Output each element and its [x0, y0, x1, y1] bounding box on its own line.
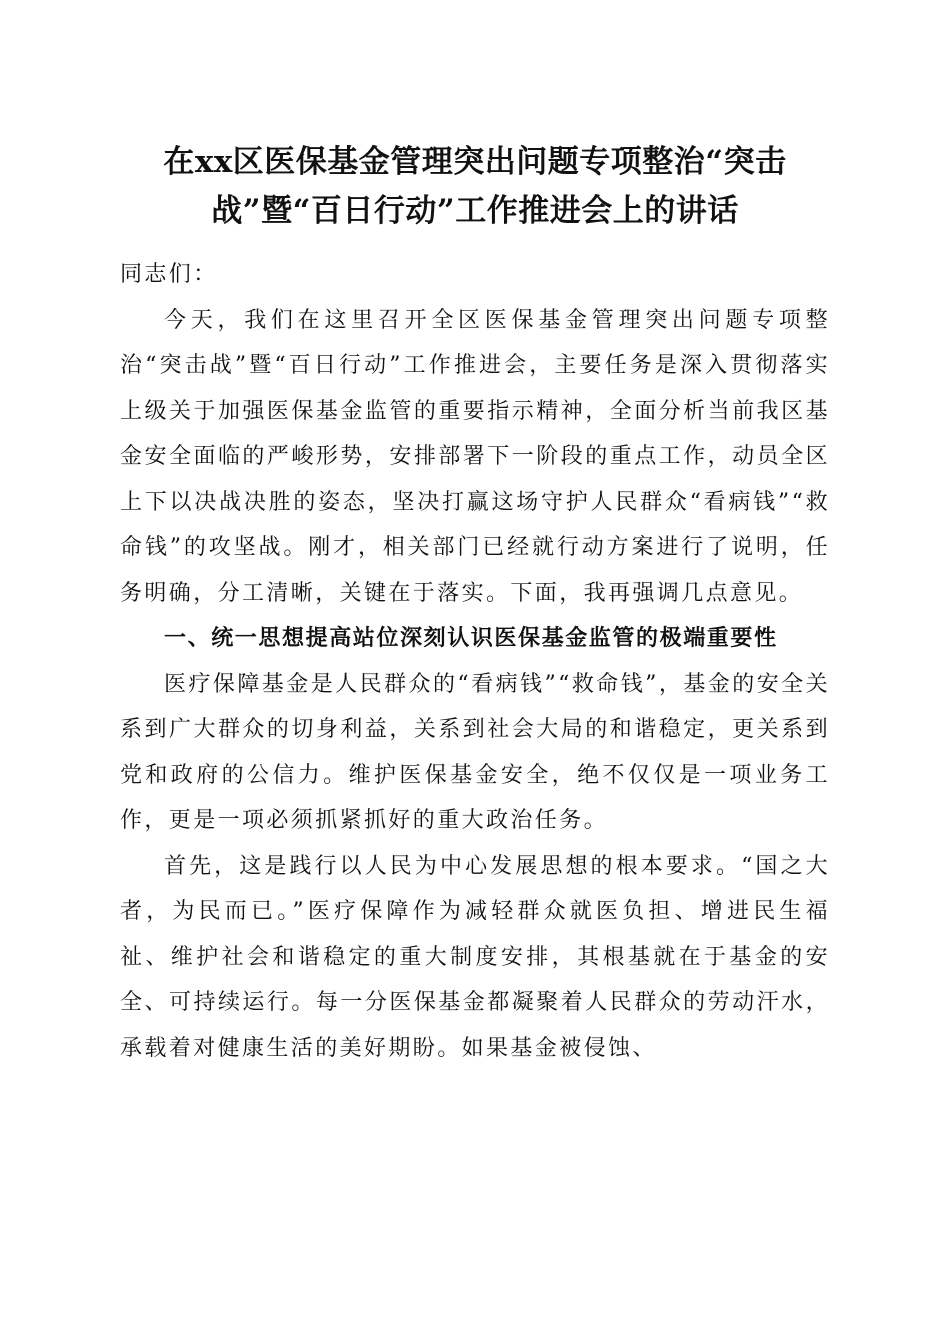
paragraph-fund-importance: 医疗保障基金是人民群众的“看病钱”“救命钱”，基金的安全关系到广大群众的切身利益，关系到社会大局的和谐稳定，更关系到党和政府的公信力。维护医保基金安全，绝不仅仅是一项业务工作，更是一项必须抓紧抓好的重大政治任务。	[120, 671, 830, 833]
section-heading-1: 一、统一思想提高站位深刻认识医保基金监管的极端重要性	[164, 626, 778, 651]
document-title: 在xx区医保基金管理突出问题专项整治“突击战”暨“百日行动”工作推进会上的讲话	[163, 144, 787, 229]
salutation: 同志们：	[120, 262, 218, 287]
paragraph-people-centered: 首先，这是践行以人民为中心发展思想的根本要求。“国之大者，为民而已。”医疗保障作为减轻群众就医负担、增进民生福祉、维护社会和谐稳定的重大制度安排，其根基就在于基金的安全、可持续运行。每一分医保基金都凝聚着人民群众的劳动汗水，承载着对健康生活的美好期盼。如果基金被侵蚀、	[120, 853, 830, 1061]
paragraph-intro: 今天，我们在这里召开全区医保基金管理突出问题专项整治“突击战”暨“百日行动”工作推进会，主要任务是深入贯彻落实上级关于加强医保基金监管的重要指示精神，全面分析当前我区基金安全面临的严峻形势，安排部署下一阶段的重点工作，动员全区上下以决战决胜的姿态，坚决打赢这场守护人民群众“看病钱”“救命钱”的攻坚战。刚才，相关部门已经就行动方案进行了说明，任务明确，分工清晰，关键在于落实。下面，我再强调几点意见。	[120, 307, 830, 606]
document-body	[120, 252, 830, 1071]
